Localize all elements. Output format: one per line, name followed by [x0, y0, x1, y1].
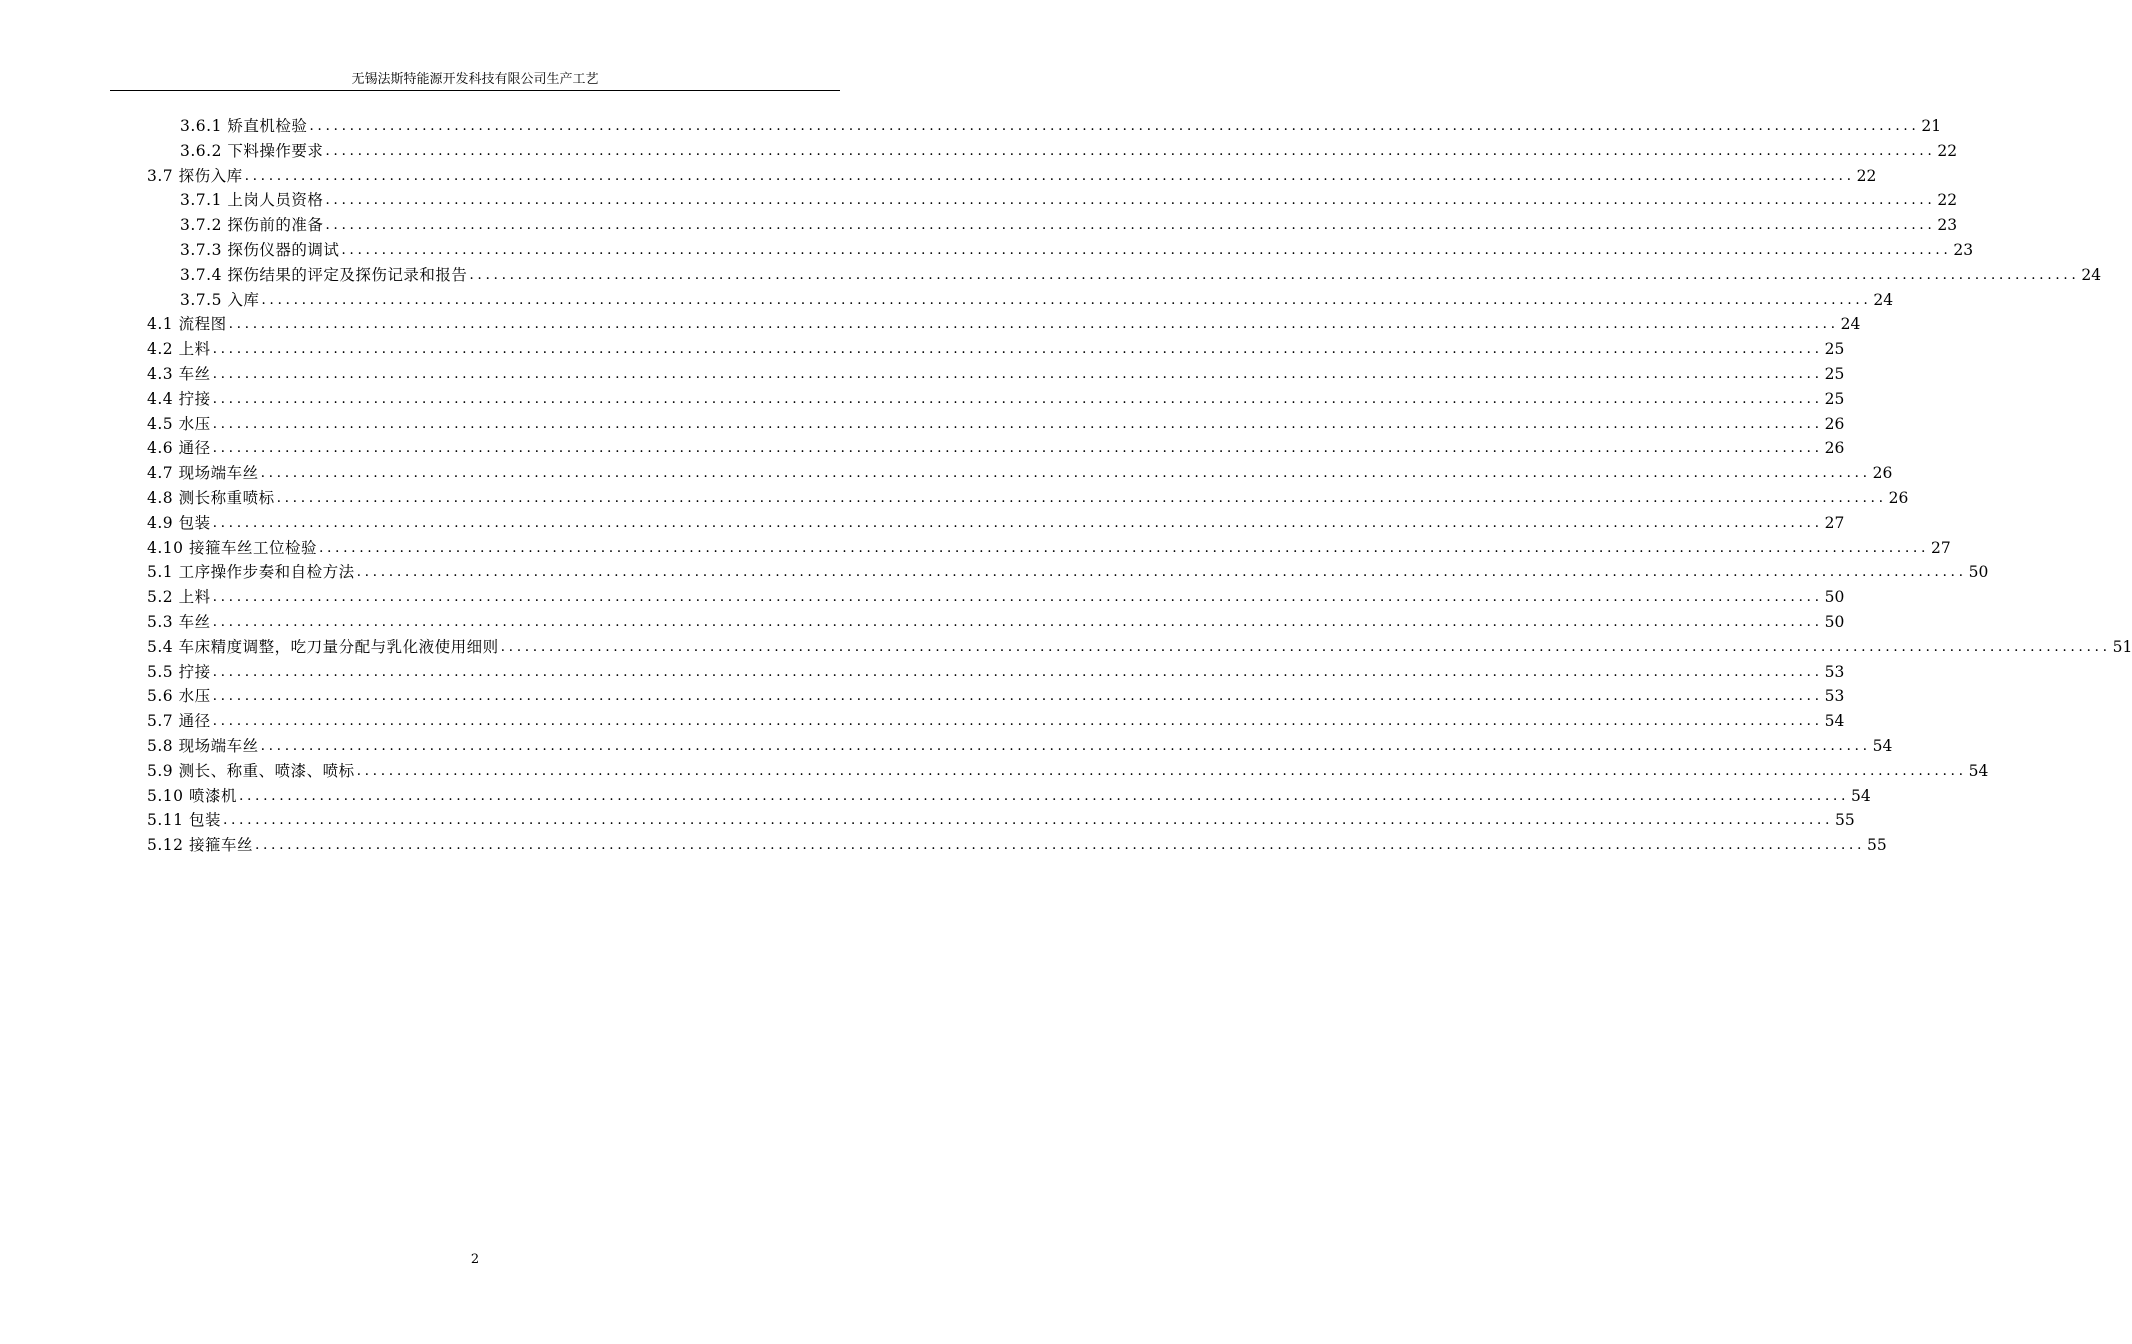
toc-entry[interactable] [180, 213, 1958, 237]
toc-dot-leader: ........................................................................................................................................................................................................ [309, 118, 1920, 134]
toc-entry[interactable] [147, 585, 1845, 609]
page-number: 2 [470, 1252, 480, 1267]
toc-dot-leader: ........................................................................................................................................................................................................ [276, 490, 1887, 506]
toc-entry-page: 27 [1824, 513, 1845, 532]
toc-entry-label: 5.1 工序操作步奏和自检方法 [147, 563, 355, 582]
toc-entry-page: 21 [1921, 117, 1942, 135]
toc-entry-label: 5.5 拧接 [147, 662, 211, 681]
toc-entry-label: 5.4 车床精度调整，吃刀量分配与乳化液使用细则 [147, 637, 499, 656]
toc-entry-page: 54 [1872, 737, 1893, 755]
toc-entry[interactable] [180, 288, 1894, 312]
toc-entry-label: 4.1 流程图 [147, 315, 227, 334]
toc-dot-leader: ........................................................................................................................................................................................................ [212, 415, 1823, 432]
toc-entry[interactable] [147, 833, 1887, 857]
toc-entry[interactable] [147, 759, 1989, 783]
toc-entry[interactable] [147, 436, 1845, 460]
toc-entry[interactable] [147, 164, 1877, 188]
toc-dot-leader: ........................................................................................................................................................................................................ [228, 316, 1839, 333]
toc-dot-leader: ........................................................................................................................................................................................................ [212, 366, 1823, 382]
toc-dot-leader: ........................................................................................................................................................................................................ [325, 142, 1936, 159]
toc-entry[interactable] [147, 660, 1845, 684]
toc-entry-label: 4.5 水压 [147, 414, 211, 433]
toc-entry[interactable] [147, 808, 1855, 832]
toc-entry-label: 3.6.1 矫直机检验 [180, 117, 308, 135]
toc-entry[interactable] [180, 139, 1958, 163]
toc-dot-leader: ........................................................................................................................................................................................................ [254, 837, 1865, 854]
toc-entry-page: 50 [1824, 613, 1845, 631]
toc-entry-page: 22 [1856, 166, 1877, 185]
toc-entry-page: 23 [1937, 216, 1958, 235]
toc-entry[interactable] [147, 312, 1861, 336]
toc-dot-leader: ........................................................................................................................................................................................................ [212, 663, 1823, 680]
toc-entry[interactable] [147, 784, 1871, 808]
toc-entry-page: 25 [1824, 365, 1845, 383]
toc-entry-label: 5.7 通径 [147, 712, 211, 731]
toc-entry[interactable] [147, 734, 1893, 758]
toc-entry-page: 24 [1840, 315, 1861, 334]
toc-entry[interactable] [147, 461, 1893, 485]
header-rule [110, 90, 840, 91]
toc-dot-leader: ........................................................................................................................................................................................................ [244, 167, 1855, 184]
toc-entry-label: 4.10 接箍车丝工位检验 [147, 538, 317, 557]
toc-dot-leader: ........................................................................................................................................................................................................ [222, 812, 1833, 829]
toc-dot-leader: ........................................................................................................................................................................................................ [500, 638, 2111, 655]
toc-dot-leader: ........................................................................................................................................................................................................ [260, 738, 1871, 754]
toc-entry-label: 5.10 喷漆机 [147, 786, 237, 805]
toc-entry-page: 24 [2081, 265, 2102, 284]
toc-entry-page: 25 [1824, 389, 1845, 408]
toc-entry-page: 54 [1968, 761, 1989, 780]
toc-entry-label: 3.7.4 探伤结果的评定及探伤记录和报告 [180, 265, 468, 284]
toc-dot-leader: ........................................................................................................................................................................................................ [212, 589, 1823, 606]
toc-entry-page: 27 [1931, 538, 1951, 557]
toc-dot-leader: ........................................................................................................................................................................................................ [260, 465, 1871, 482]
toc-dot-leader: ........................................................................................................................................................................................................ [212, 713, 1823, 730]
toc-dot-leader: ........................................................................................................................................................................................................ [341, 242, 1952, 258]
toc-entry-label: 5.11 包装 [147, 811, 221, 830]
toc-entry-label: 3.7.3 探伤仪器的调试 [180, 241, 340, 259]
toc-entry[interactable] [147, 635, 2132, 659]
toc-entry[interactable] [147, 560, 1989, 584]
toc-dot-leader: ........................................................................................................................................................................................................ [212, 390, 1823, 407]
toc-dot-leader: ........................................................................................................................................................................................................ [318, 539, 1929, 556]
toc-entry-label: 4.8 测长称重喷标 [147, 489, 275, 507]
toc-entry[interactable] [147, 536, 1951, 560]
toc-dot-leader: ........................................................................................................................................................................................................ [212, 614, 1823, 630]
toc-entry-label: 5.12 接箍车丝 [147, 836, 253, 855]
toc-dot-leader: ........................................................................................................................................................................................................ [212, 440, 1823, 457]
toc-entry[interactable] [147, 684, 1845, 708]
toc-entry[interactable] [180, 238, 1974, 262]
toc-entry-label: 3.6.2 下料操作要求 [180, 141, 324, 160]
toc-entry-page: 22 [1937, 141, 1958, 160]
toc-entry-label: 5.9 测长、称重、喷漆、喷标 [147, 761, 355, 780]
toc-entry[interactable] [147, 709, 1845, 733]
toc-dot-leader: ........................................................................................................................................................................................................ [325, 217, 1936, 234]
toc-dot-leader: ........................................................................................................................................................................................................ [469, 266, 2080, 283]
toc-entry[interactable] [147, 610, 1845, 634]
toc-entry[interactable] [147, 362, 1845, 386]
toc-entry[interactable] [180, 188, 1958, 212]
toc-dot-leader: ........................................................................................................................................................................................................ [356, 564, 1967, 581]
toc-entry-page: 55 [1835, 811, 1855, 830]
toc-entry[interactable] [180, 114, 1942, 138]
toc-entry-label: 5.3 车丝 [147, 613, 211, 631]
toc-entry-page: 26 [1872, 464, 1893, 483]
toc-entry-page: 54 [1824, 712, 1845, 731]
toc-entry-label: 4.9 包装 [147, 513, 211, 532]
toc-entry-label: 4.2 上料 [147, 340, 211, 359]
toc-dot-leader: ........................................................................................................................................................................................................ [238, 787, 1849, 804]
toc-dot-leader: ........................................................................................................................................................................................................ [212, 514, 1823, 531]
toc-entry-label: 4.4 拧接 [147, 389, 211, 408]
toc-entry-label: 5.2 上料 [147, 588, 211, 607]
toc-entry-label: 5.6 水压 [147, 687, 211, 706]
toc-dot-leader: ........................................................................................................................................................................................................ [261, 291, 1872, 308]
toc-entry-label: 5.8 现场端车丝 [147, 737, 259, 755]
toc-dot-leader: ........................................................................................................................................................................................................ [212, 688, 1823, 705]
toc-entry-page: 24 [1873, 290, 1894, 309]
toc-dot-leader: ........................................................................................................................................................................................................ [325, 192, 1936, 209]
toc-entry-label: 4.3 车丝 [147, 365, 211, 383]
toc-entry-label: 3.7.2 探伤前的准备 [180, 216, 324, 235]
toc-entry-page: 26 [1824, 439, 1845, 458]
toc-entry-page: 26 [1888, 489, 1909, 507]
toc-entry-page: 50 [1968, 563, 1989, 582]
toc-entry-page: 25 [1824, 340, 1845, 359]
toc-entry-page: 53 [1824, 687, 1845, 706]
toc-dot-leader: ........................................................................................................................................................................................................ [212, 341, 1823, 358]
toc-entry-page: 26 [1824, 414, 1845, 433]
toc-entry-page: 54 [1851, 786, 1871, 805]
toc-dot-leader: ........................................................................................................................................................................................................ [356, 762, 1967, 779]
toc-entry-label: 3.7.1 上岗人员资格 [180, 191, 324, 210]
toc-entry-label: 3.7.5 入库 [180, 290, 260, 309]
toc-entry-page: 55 [1867, 836, 1887, 855]
toc-entry-page: 23 [1953, 241, 1974, 259]
toc-entry[interactable] [147, 486, 1909, 510]
toc-entry[interactable] [147, 511, 1845, 535]
toc-entry-page: 53 [1824, 662, 1845, 681]
toc-entry-label: 4.6 通径 [147, 439, 211, 458]
toc-entry[interactable] [147, 387, 1845, 411]
toc-entry[interactable] [147, 412, 1845, 436]
toc-entry[interactable] [147, 337, 1845, 361]
toc-entry-page: 22 [1937, 191, 1958, 210]
toc-entry-page: 50 [1824, 588, 1845, 607]
page-header: 无锡法斯特能源开发科技有限公司生产工艺 [351, 72, 599, 87]
toc-entry-label: 3.7 探伤入库 [147, 166, 243, 185]
toc-entry[interactable] [180, 263, 2102, 287]
toc-entry-label: 4.7 现场端车丝 [147, 464, 259, 483]
toc-entry-page: 51 [2112, 637, 2132, 656]
